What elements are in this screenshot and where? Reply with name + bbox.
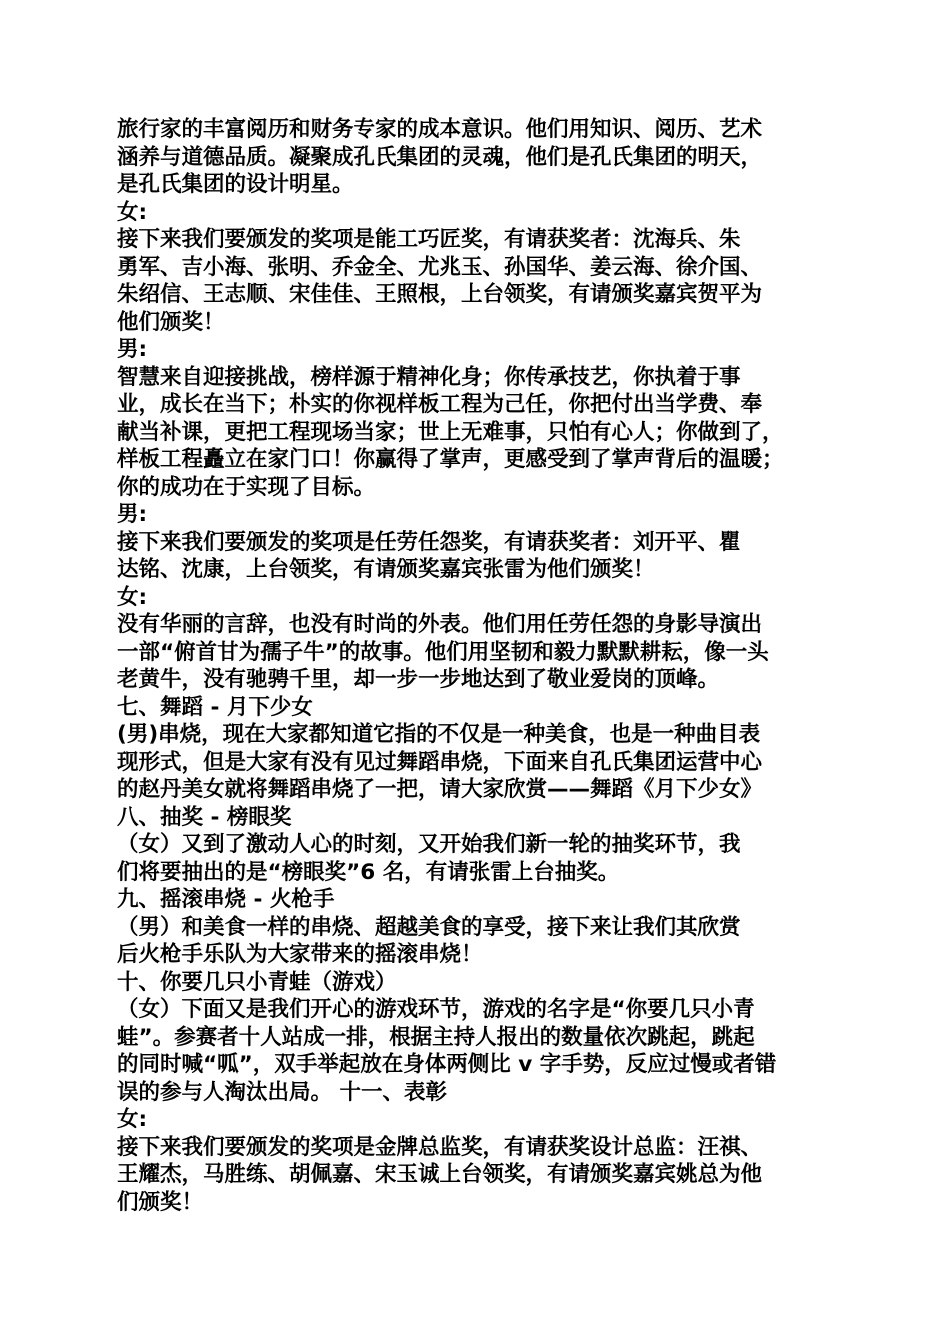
text-line: 业，成长在当下；朴实的你视样板工程为己任，你把付出当学费、奉 [117, 392, 763, 417]
section-heading: 九、摇滚串烧 - 火枪手 [117, 887, 335, 912]
speaker-label: 女: [117, 584, 148, 610]
text-line: 旅行家的丰富阅历和财务专家的成本意识。他们用知识、阅历、艺术 [117, 117, 763, 142]
text-line: 的同时喊“呱”，双手举起放在身体两侧比 v 字手势，反应过慢或者错 [117, 1052, 777, 1077]
text-line: （男）和美食一样的串烧、超越美食的享受，接下来让我们其欣赏 [117, 914, 741, 940]
text-line: 们颁奖！ [117, 1189, 204, 1215]
text-line: 接下来我们要颁发的奖项是能工巧匠奖，有请获奖者：沈海兵、朱 [117, 227, 741, 252]
text-line: 献当补课，更把工程现场当家；世上无难事，只怕有心人；你做到了， [117, 419, 784, 445]
text-line: 后火枪手乐队为大家带来的摇滚串烧！ [117, 942, 483, 967]
text-line: 勇军、吉小海、张明、乔金全、尤兆玉、孙国华、姜云海、徐介国、 [117, 254, 763, 280]
text-line: 样板工程矗立在家门口！你赢得了掌声，更感受到了掌声背后的温暖； [117, 447, 784, 472]
text-line: 接下来我们要颁发的奖项是金牌总监奖，有请获奖设计总监：汪祺、 [117, 1134, 763, 1160]
speaker-label: 女: [117, 199, 148, 225]
text-line: 没有华丽的言辞，也没有时尚的外表。他们用任劳任怨的身影导演出 [117, 612, 763, 637]
text-line: 蛙”。参赛者十人站成一排，根据主持人报出的数量依次跳起，跳起 [117, 1024, 755, 1050]
text-line: 朱绍信、王志顺、宋佳佳、王照根，上台领奖，有请颁奖嘉宾贺平为 [117, 282, 763, 307]
text-line: 智慧来自迎接挑战，榜样源于精神化身；你传承技艺，你执着于事 [117, 364, 741, 390]
text-line: 涵养与道德品质。凝聚成孔氏集团的灵魂，他们是孔氏集团的明天， [117, 144, 763, 170]
speaker-label: 男: [117, 337, 148, 362]
text-line: 老黄牛，没有驰骋千里，却一步一步地达到了敬业爱岗的顶峰。 [117, 667, 720, 692]
speaker-label: 男: [117, 502, 148, 527]
text-line: （女）又到了激动人心的时刻，又开始我们新一轮的抽奖环节，我 [117, 832, 741, 857]
text-line: 们将要抽出的是“榜眼奖”6 名，有请张雷上台抽奖。 [117, 859, 620, 885]
text-line: 王耀杰，马胜练、胡佩嘉、宋玉诚上台领奖，有请颁奖嘉宾姚总为他 [117, 1162, 763, 1187]
text-line: （女）下面又是我们开心的游戏环节，游戏的名字是“你要几只小青 [117, 997, 755, 1022]
text-line: 你的成功在于实现了目标。 [117, 474, 376, 500]
text-line: 是孔氏集团的设计明星。 [117, 172, 354, 197]
text-line: 他们颁奖！ [117, 309, 225, 335]
text-line: (男)串烧，现在大家都知道它指的不仅是一种美食，也是一种曲目表 [117, 722, 761, 747]
text-line: 一部“俯首甘为孺子牛”的故事。他们用坚韧和毅力默默耕耘，像一头 [117, 639, 769, 665]
text-line: 现形式，但是大家有没有见过舞蹈串烧，下面来自孔氏集团运营中心 [117, 749, 763, 775]
section-heading: 七、舞蹈 - 月下少女 [117, 694, 313, 720]
text-line: 达铭、沈康，上台领奖，有请颁奖嘉宾张雷为他们颁奖！ [117, 557, 655, 582]
section-heading: 十、你要几只小青蛙（游戏） [117, 969, 397, 995]
speaker-label: 女: [117, 1107, 148, 1132]
text-line: 接下来我们要颁发的奖项是任劳任怨奖，有请获奖者：刘开平、瞿 [117, 529, 741, 555]
section-heading: 八、抽奖 - 榜眼奖 [117, 804, 292, 830]
document-page [117, 116, 837, 1216]
text-line: 误的参与人淘汰出局。 十一、表彰 [117, 1079, 447, 1105]
text-line: 的赵丹美女就将舞蹈串烧了一把，请大家欣赏——舞蹈《月下少女》 [117, 777, 763, 802]
